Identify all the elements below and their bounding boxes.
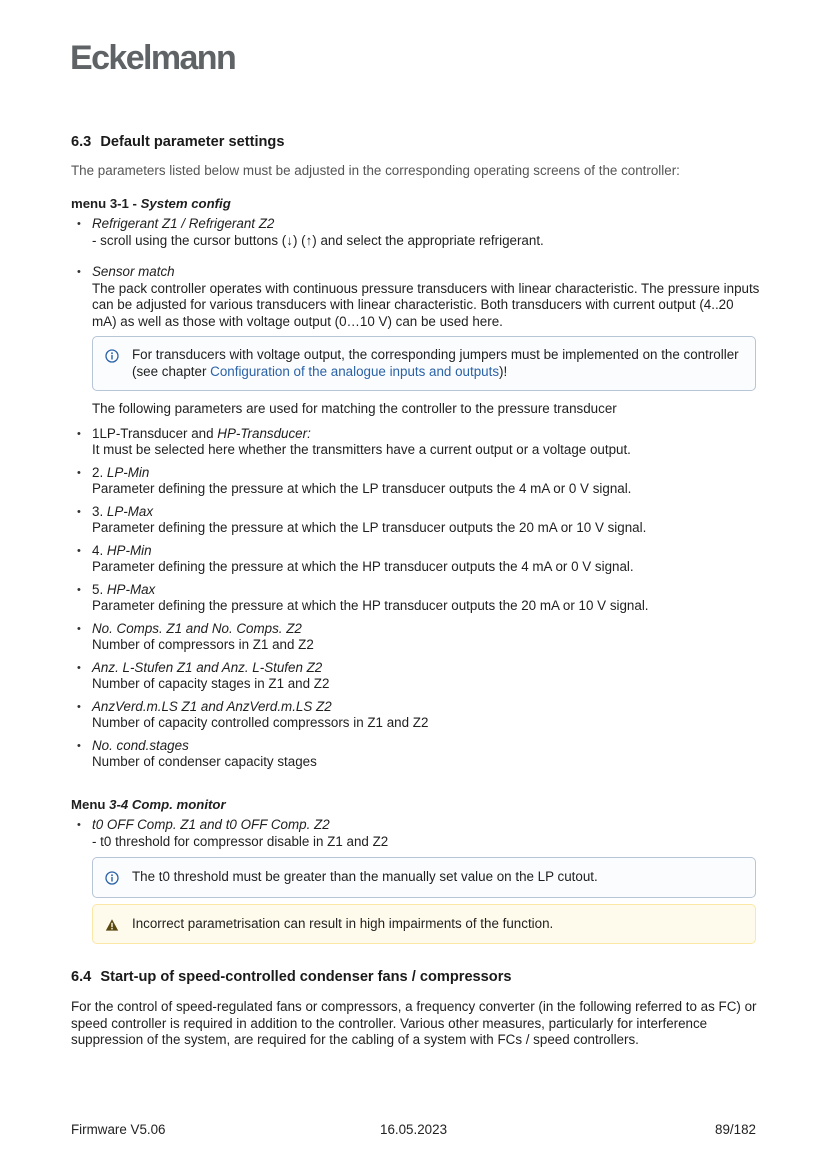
param-desc: It must be selected here whether the transmitters have a current output or a voltage output. — [92, 442, 631, 457]
info-icon — [105, 871, 119, 885]
param-title: LP-Min — [106, 464, 150, 480]
param-prefix: 3. — [92, 503, 107, 519]
section-body: For the control of speed-regulated fans or compressors, a frequency converter (in the following referred to as FC) or speed controller is required in addition to the controller. Various other measures, particularly for interference suppression of the system, are required for the cabling of a system with FCs / speed controllers. — [71, 999, 757, 1047]
param-item — [92, 582, 761, 615]
param-desc: - scroll using the cursor buttons (↓) (↑) and select the appropriate refrigerant. — [92, 232, 544, 248]
menu-prefix: menu 3-1 - — [71, 195, 141, 211]
section-title: Default parameter settings — [100, 134, 285, 150]
param-prefix: 4. — [92, 542, 107, 558]
param-desc: Parameter defining the pressure at which the LP transducer outputs the 4 mA or 0 V signal. — [92, 481, 632, 496]
menu-prefix: Menu — [71, 796, 110, 812]
param-title: • Refrigerant Z1 / Refrigerant Z2 — [92, 216, 275, 231]
param-title: No. cond.stages — [92, 737, 189, 753]
section-heading-6-3 — [71, 133, 761, 151]
param-title: HP-Transducer: — [217, 425, 311, 441]
callout-text: The t0 threshold must be greater than the manually set value on the LP cutout. — [132, 869, 598, 884]
param-title: • t0 OFF Comp. Z1 and t0 OFF Comp. Z2 — [92, 817, 330, 832]
param-item — [92, 738, 761, 771]
following-params-note: The following parameters are used for matching the controller to the pressure transducer — [92, 401, 617, 416]
param-item — [92, 543, 761, 576]
param-item — [92, 465, 761, 498]
info-icon — [105, 349, 119, 363]
section-6-4 — [71, 968, 761, 1049]
info-callout-t0-threshold — [92, 857, 756, 898]
param-prefix: 1LP-Transducer and — [92, 425, 218, 441]
section-title: Start-up of speed-controlled condenser fans / compressors — [100, 969, 512, 985]
param-item — [92, 699, 761, 732]
param-desc: Number of condenser capacity stages — [92, 754, 317, 769]
menu-name: System config — [140, 195, 231, 211]
param-refrigerant — [92, 216, 761, 249]
warning-callout — [92, 904, 756, 945]
param-prefix: 5. — [92, 581, 107, 597]
param-title: AnzVerd.m.LS Z1 and AnzVerd.m.LS Z2 — [92, 698, 332, 714]
callout-text — [132, 347, 743, 380]
section-intro: The parameters listed below must be adjusted in the corresponding operating screens of the controller: — [71, 163, 680, 178]
param-desc: The pack controller operates with continuous pressure transducers with linear characteristic. The pressure inputs can be adjusted for various transducers with linear characteristic. Both transducers with current output (4..20 mA) as well as those with voltage output (0…10 V) can be used here. — [92, 280, 760, 329]
param-desc: Parameter defining the pressure at which the HP transducer outputs the 4 mA or 0 V signal. — [92, 559, 634, 574]
footer-firmware: Firmware V5.06 — [71, 1122, 166, 1137]
menu-name: 3-4 Comp. monitor — [109, 796, 226, 812]
footer-date: 16.05.2023 — [380, 1122, 448, 1137]
param-item — [92, 621, 761, 654]
eckelmann-logo: Eckelmann — [70, 39, 236, 77]
param-title: HP-Max — [106, 581, 156, 597]
param-item — [92, 660, 761, 693]
param-desc: Number of compressors in Z1 and Z2 — [92, 637, 314, 652]
param-item — [92, 426, 761, 459]
param-desc: - t0 threshold for compressor disable in Z1 and Z2 — [92, 833, 389, 849]
param-item — [92, 504, 761, 537]
param-prefix: 2. — [92, 464, 107, 480]
callout-text: Incorrect parametrisation can result in high impairments of the function. — [132, 915, 554, 931]
param-sensor-match — [92, 264, 761, 418]
menu-3-1-list — [71, 216, 761, 771]
menu-3-1-heading — [71, 196, 761, 213]
param-desc: Parameter defining the pressure at which the HP transducer outputs the 20 mA or 10 V signal. — [92, 598, 649, 613]
param-title: Anz. L-Stufen Z1 and Anz. L-Stufen Z2 — [92, 659, 323, 675]
warning-icon — [105, 918, 119, 932]
param-t0-off-comp — [92, 817, 761, 944]
callout-text-after: )! — [499, 363, 508, 379]
param-desc: Parameter defining the pressure at which the LP transducer outputs the 20 mA or 10 V signal. — [92, 520, 647, 535]
param-desc: Number of capacity stages in Z1 and Z2 — [92, 676, 330, 691]
section-heading-6-4 — [71, 968, 761, 986]
param-title: LP-Max — [106, 503, 154, 519]
param-title: HP-Min — [106, 542, 152, 558]
param-desc: Number of capacity controlled compressors in Z1 and Z2 — [92, 715, 429, 730]
section-number: 6.3 — [71, 134, 92, 150]
section-number: 6.4 — [71, 969, 92, 985]
callout-text-before: For transducers with voltage output, the corresponding jumpers must be implemented on the controller (see chapter — [132, 347, 739, 379]
param-title: No. Comps. Z1 and No. Comps. Z2 — [92, 620, 302, 636]
document-content — [71, 133, 761, 1049]
menu-3-4-heading — [71, 797, 761, 814]
chapter-link-analogue-io[interactable]: Configuration of the analogue inputs and outputs — [210, 363, 500, 379]
menu-3-4-list — [71, 817, 761, 944]
info-callout-voltage-jumpers — [92, 336, 756, 391]
param-title: • Sensor match — [92, 264, 175, 279]
footer-page-number: 89/182 — [715, 1122, 756, 1137]
